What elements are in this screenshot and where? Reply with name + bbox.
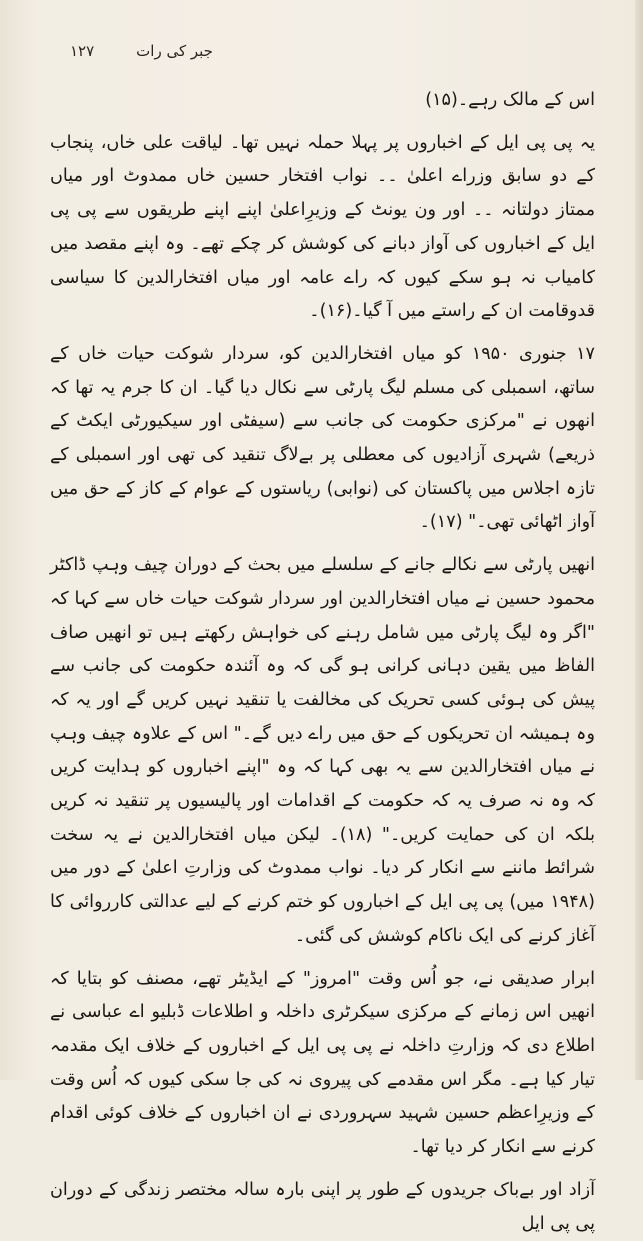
page-edge-shadow xyxy=(635,0,643,1080)
paragraph-5: ابرار صدیقی نے، جو اُس وقت "امروز" کے ایڈیٹر تھے، مصنف کو بتایا کہ انھیں اس زمانے کے مرکزی سیکرٹری داخلہ و اطلاعات ڈبلیو اے عباسی نے اطلاع دی کہ وزارتِ داخلہ نے پی پی ایل کے اخباروں کے خلاف ایک مقدمہ تیار کیا ہے۔ مگر اس مقدمے کی پیروی نہ کی جا سکی کیوں کہ اُس وقت کے وزیرِاعظم حسین شہید سہروردی نے ان اخباروں کے خلاف کوئی اقدام کرنے سے انکار کر دیا تھا۔ xyxy=(50,968,595,1158)
page-number: ۱۲۷ xyxy=(70,42,95,60)
page-body xyxy=(50,84,595,1234)
running-header xyxy=(70,36,250,66)
paragraph-6: آزاد اور بےباک جریدوں کے طور پر اپنی بارہ سالہ مختصر زندگی کے دوران پی پی ایل xyxy=(50,1179,595,1234)
paragraph-3: ۱۷ جنوری ۱۹۵۰ کو میاں افتخارالدین کو، سردار شوکت حیات خاں کے ساتھ، اسمبلی کی مسلم لیگ پارٹی سے نکال دیا گیا۔ ان کا جرم یہ تھا کہ انھوں نے "مرکزی حکومت کی جانب سے (سیفٹی اور سیکیورٹی ایکٹ کے ذریعے) شہری آزادیوں کی معطلی پر بےلاگ تنقید کی تھی اور اسمبلی کے تازہ اجلاس میں پاکستان کی (نوابی) ریاستوں کے عوام کے کاز کے حق میں آواز اٹھائی تھی۔" (۱۷)۔ xyxy=(50,343,595,533)
paragraph-1: اس کے مالک رہے۔(۱۵) xyxy=(425,90,595,110)
paragraph-4: انھیں پارٹی سے نکالے جانے کے سلسلے میں بحث کے دوران چیف وہپ ڈاکٹر محمود حسین نے میاں افتخارالدین اور سردار شوکت حیات خاں سے کہا کہ "اگر وہ لیگ پارٹی میں شامل رہنے کی خواہش رکھتے ہیں تو انھیں صاف الفاظ میں یقین دہانی کرانی ہو گی کہ وہ آئندہ حکومت کی جانب سے پیش کی ہوئی کسی تحریک کی مخالفت یا تنقید نہیں کریں گے اور یہ کہ وہ ہمیشہ ان تحریکوں کے حق میں راے دیں گے۔" اس کے علاوہ چیف وہپ نے میاں افتخارالدین سے یہ بھی کہا کہ وہ "اپنے اخباروں کو ہدایت کریں کہ وہ نہ صرف یہ کہ حکومت کے اقدامات اور پالیسیوں پر تنقید نہ کریں بلکہ ان کی حمایت کریں۔" (۱۸)۔ لیکن میاں افتخارالدین نے یہ سخت شرائط ماننے سے انکار کر دیا۔ نواب ممدوٹ کی وزارتِ اعلیٰ کے دور میں (۱۹۴۸ میں) پی پی ایل کے اخباروں کو ختم کرنے کے لیے عدالتی کارروائی کا آغاز کرنے کی ایک ناکام کوشش کی گئی۔ xyxy=(50,555,595,946)
paragraph-2: یہ پی پی ایل کے اخباروں پر پہلا حملہ نہیں تھا۔ لیاقت علی خاں، پنجاب کے دو سابق وزراے اعلیٰ ۔۔ نواب افتخار حسین خاں ممدوٹ اور میاں ممتاز دولتانہ ۔۔ اور ون یونٹ کے وزیرِاعلیٰ اپنے اپنے طریقوں سے پی پی ایل کے اخباروں کی آواز دبانے کی کوشش کر چکے تھے۔ وہ اپنے مقصد میں کامیاب نہ ہو سکے کیوں کہ راے عامہ اور میاں افتخارالدین کا سیاسی قدوقامت ان کے راستے میں آ گیا۔(۱۶)۔ xyxy=(50,132,595,322)
running-title: جبر کی رات xyxy=(136,42,213,60)
